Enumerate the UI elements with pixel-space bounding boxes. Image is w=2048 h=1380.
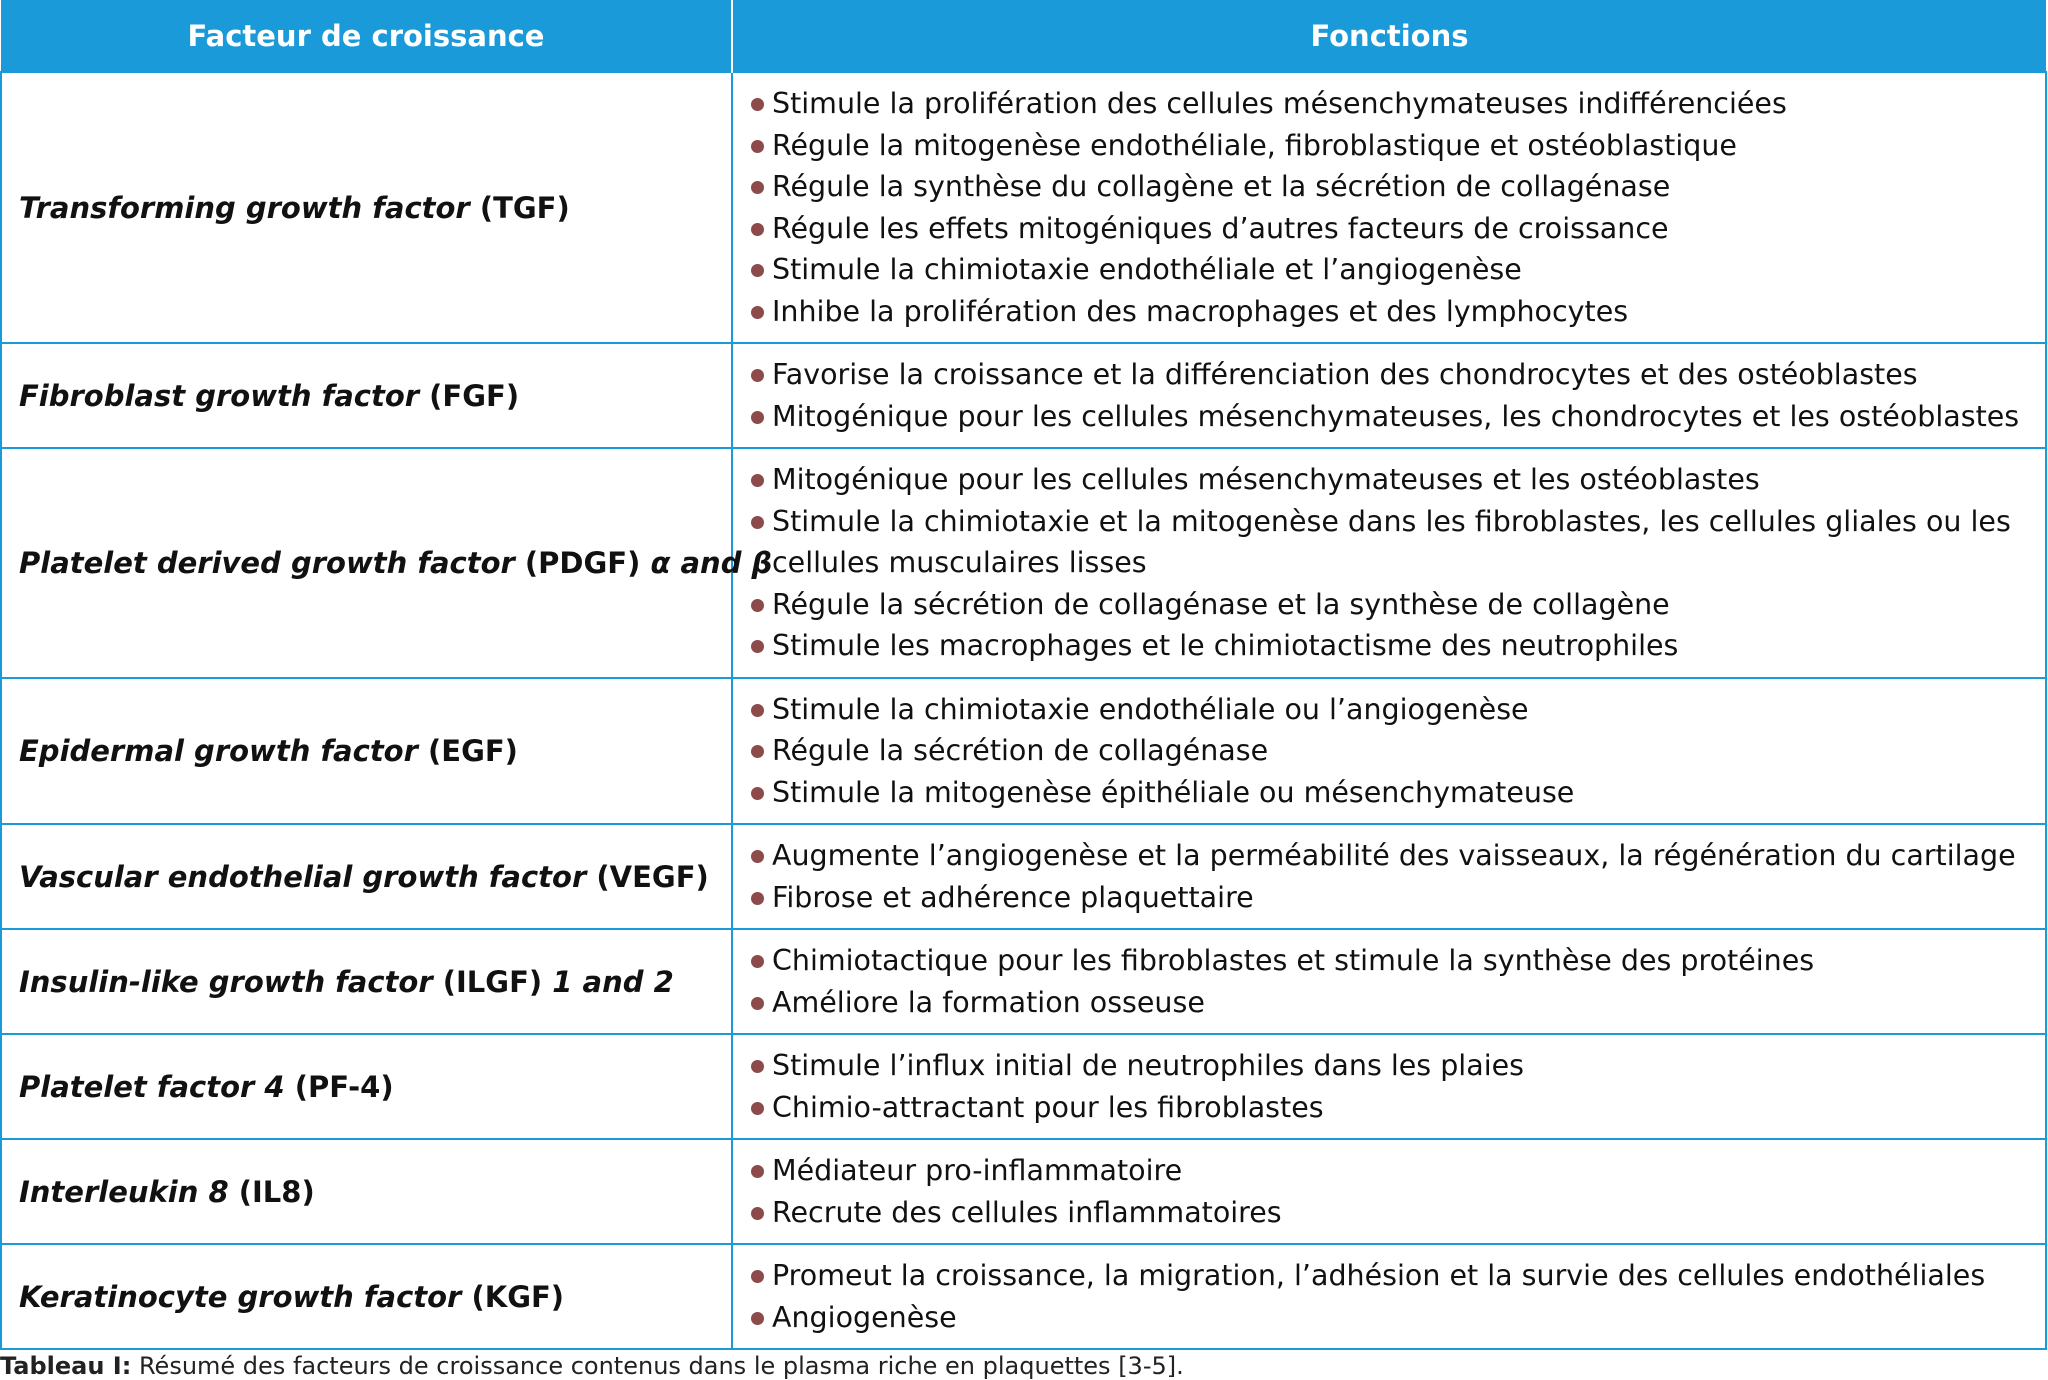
function-item: Mitogénique pour les cellules mésenchymateuses, les chondrocytes et les ostéoblastes <box>747 396 2035 438</box>
factor-cell <box>1 72 732 343</box>
functions-list <box>747 1045 2035 1128</box>
table-header-row <box>1 0 2046 72</box>
function-item: Régule les effets mitogéniques d’autres facteurs de croissance <box>747 208 2035 250</box>
function-item: Recrute des cellules inflammatoires <box>747 1192 2035 1234</box>
factor-cell <box>1 343 732 448</box>
functions-list <box>747 83 2035 332</box>
function-item: Chimiotactique pour les fibroblastes et stimule la synthèse des protéines <box>747 940 2035 982</box>
table-row <box>1 1244 2046 1349</box>
factor-name-part: (IL8) <box>228 1174 315 1209</box>
function-item: Angiogenèse <box>747 1297 2035 1339</box>
function-item: Régule la sécrétion de collagénase <box>747 730 2035 772</box>
factor-name-part: Interleukin 8 <box>19 1174 229 1209</box>
functions-list <box>747 689 2035 814</box>
table-row <box>1 343 2046 448</box>
functions-list <box>747 354 2035 437</box>
function-item: Favorise la croissance et la différenciation des chondrocytes et des ostéoblastes <box>747 354 2035 396</box>
factor-cell <box>1 929 732 1034</box>
function-item: Chimio-attractant pour les fibroblastes <box>747 1087 2035 1129</box>
factor-cell <box>1 448 773 678</box>
factor-name-part: Epidermal growth factor <box>19 733 418 768</box>
functions-cell <box>732 824 2046 929</box>
function-item: Régule la synthèse du collagène et la sécrétion de collagénase <box>747 166 2035 208</box>
function-item: Régule la mitogenèse endothéliale, fibroblastique et ostéoblastique <box>747 125 2035 167</box>
functions-list <box>747 459 2035 667</box>
function-item: Augmente l’angiogenèse et la perméabilité des vaisseaux, la régénération du cartilage <box>747 835 2035 877</box>
functions-cell <box>732 1034 2046 1139</box>
functions-cell <box>732 1244 2046 1349</box>
factor-name-part: (TGF) <box>469 190 570 225</box>
table-row <box>1 72 2046 343</box>
caption-text: Résumé des facteurs de croissance contenus dans le plasma riche en plaquettes [3-5]. <box>131 1352 1184 1380</box>
functions-cell <box>732 929 2046 1034</box>
factor-name-part: Insulin-like growth factor <box>19 964 433 999</box>
factor-name-part: α and β <box>650 545 773 580</box>
functions-cell <box>732 343 2046 448</box>
factor-name-part: Transforming growth factor <box>19 190 470 225</box>
header-functions: Fonctions <box>732 0 2046 72</box>
functions-list <box>747 835 2035 918</box>
function-item: Fibrose et adhérence plaquettaire <box>747 877 2035 919</box>
function-item: Stimule l’influx initial de neutrophiles dans les plaies <box>747 1045 2035 1087</box>
caption-label: Tableau I: <box>0 1352 132 1380</box>
function-item: Inhibe la prolifération des macrophages et des lymphocytes <box>747 291 2035 333</box>
factor-name-part: (ILGF) <box>432 964 553 999</box>
table-caption <box>0 1352 1184 1380</box>
factor-cell <box>1 1034 732 1139</box>
functions-cell <box>732 72 2046 343</box>
functions-list <box>747 1150 2035 1233</box>
factor-cell <box>1 1244 732 1349</box>
functions-list <box>747 1255 2035 1338</box>
factor-name-part: (KGF) <box>461 1279 565 1314</box>
factor-name-part: (PF-4) <box>284 1069 394 1104</box>
table-row <box>1 448 2046 678</box>
factor-name-part: Platelet factor 4 <box>19 1069 285 1104</box>
factor-name-part: (EGF) <box>417 733 518 768</box>
factor-cell <box>1 824 732 929</box>
function-item: Régule la sécrétion de collagénase et la synthèse de collagène <box>747 584 2035 626</box>
factor-name-part: Vascular endothelial growth factor <box>19 859 587 894</box>
functions-cell <box>732 448 2046 678</box>
factor-cell <box>1 678 732 825</box>
function-item: Stimule la mitogenèse épithéliale ou mésenchymateuse <box>747 772 2035 814</box>
table-row <box>1 929 2046 1034</box>
function-item: Stimule la chimiotaxie endothéliale ou l’angiogenèse <box>747 689 2035 731</box>
table-row <box>1 1034 2046 1139</box>
function-item: Promeut la croissance, la migration, l’adhésion et la survie des cellules endothéliales <box>747 1255 2035 1297</box>
factor-cell <box>1 1139 732 1244</box>
function-item: Améliore la formation osseuse <box>747 982 2035 1024</box>
functions-cell <box>732 1139 2046 1244</box>
factor-name-part: Fibroblast growth factor <box>19 378 420 413</box>
function-item: Stimule la chimiotaxie et la mitogenèse dans les fibroblastes, les cellules gliales ou les cellules musculaires lisses <box>747 501 2035 584</box>
function-item: Mitogénique pour les cellules mésenchymateuses et les ostéoblastes <box>747 459 2035 501</box>
functions-cell <box>732 678 2046 825</box>
factor-name-part: (FGF) <box>419 378 520 413</box>
functions-list <box>747 940 2035 1023</box>
header-factor: Facteur de croissance <box>1 0 732 72</box>
factor-name-part: (VEGF) <box>586 859 709 894</box>
function-item: Stimule la prolifération des cellules mésenchymateuses indifférenciées <box>747 83 2035 125</box>
factor-name-part: Keratinocyte growth factor <box>19 1279 462 1314</box>
function-item: Stimule les macrophages et le chimiotactisme des neutrophiles <box>747 625 2035 667</box>
table-row <box>1 824 2046 929</box>
function-item: Médiateur pro-inflammatoire <box>747 1150 2035 1192</box>
table-row <box>1 1139 2046 1244</box>
table-row <box>1 678 2046 825</box>
factor-name-part: (PDGF) <box>514 545 651 580</box>
factor-name-part: 1 and 2 <box>552 964 674 999</box>
function-item: Stimule la chimiotaxie endothéliale et l’angiogenèse <box>747 249 2035 291</box>
factor-name-part: Platelet derived growth factor <box>19 545 515 580</box>
